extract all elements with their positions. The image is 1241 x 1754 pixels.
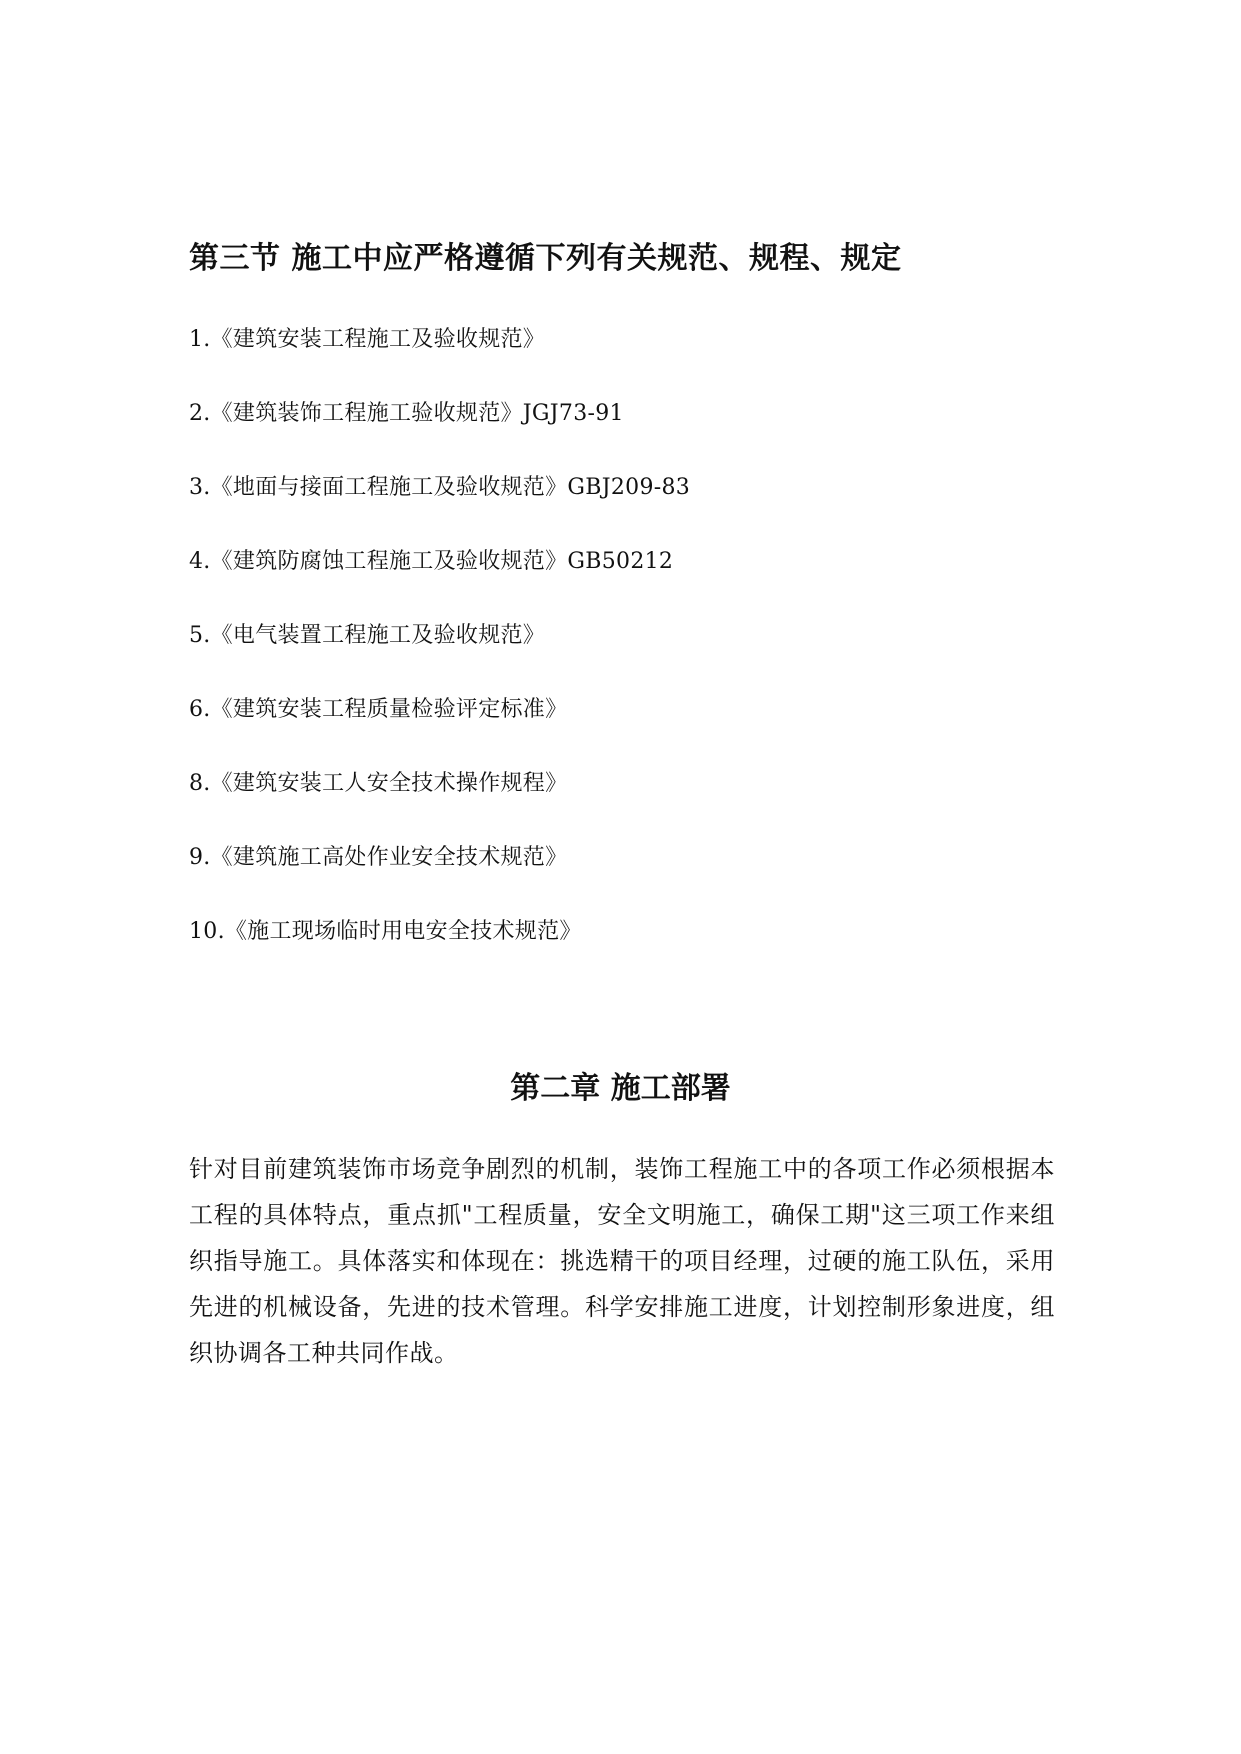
spec-item: 6.《建筑安装工程质量检验评定标准》 — [189, 697, 568, 722]
spec-item: 3.《地面与接面工程施工及验收规范》GBJ209-83 — [189, 475, 691, 500]
spec-item: 5.《电气装置工程施工及验收规范》 — [189, 623, 546, 648]
spec-item: 4.《建筑防腐蚀工程施工及验收规范》GB50212 — [189, 549, 674, 574]
spec-item: 9.《建筑施工高处作业安全技术规范》 — [189, 845, 568, 870]
spec-item: 2.《建筑装饰工程施工验收规范》JGJ73-91 — [189, 401, 624, 426]
spec-item: 8.《建筑安装工人安全技术操作规程》 — [189, 771, 568, 796]
spec-list — [189, 322, 690, 988]
section-heading: 第三节 施工中应严格遵循下列有关规范、规程、规定 — [189, 241, 902, 276]
spec-item: 1.《建筑安装工程施工及验收规范》 — [189, 327, 546, 352]
chapter-title: 第二章 施工部署 — [510, 1071, 731, 1106]
chapter-body-paragraph: 针对目前建筑装饰市场竞争剧烈的机制，装饰工程施工中的各项工作必须根据本工程的具体特点，重点抓"工程质量，安全文明施工，确保工期"这三项工作来组织指导施工。具体落实和体现在：挑选精干的项目经理，过硬的施工队伍，采用先进的机械设备，先进的技术管理。科学安排施工进度，计划控制形象进度，组织协调各工种共同作战。 — [189, 1155, 1055, 1367]
spec-item: 10.《施工现场临时用电安全技术规范》 — [189, 919, 582, 944]
